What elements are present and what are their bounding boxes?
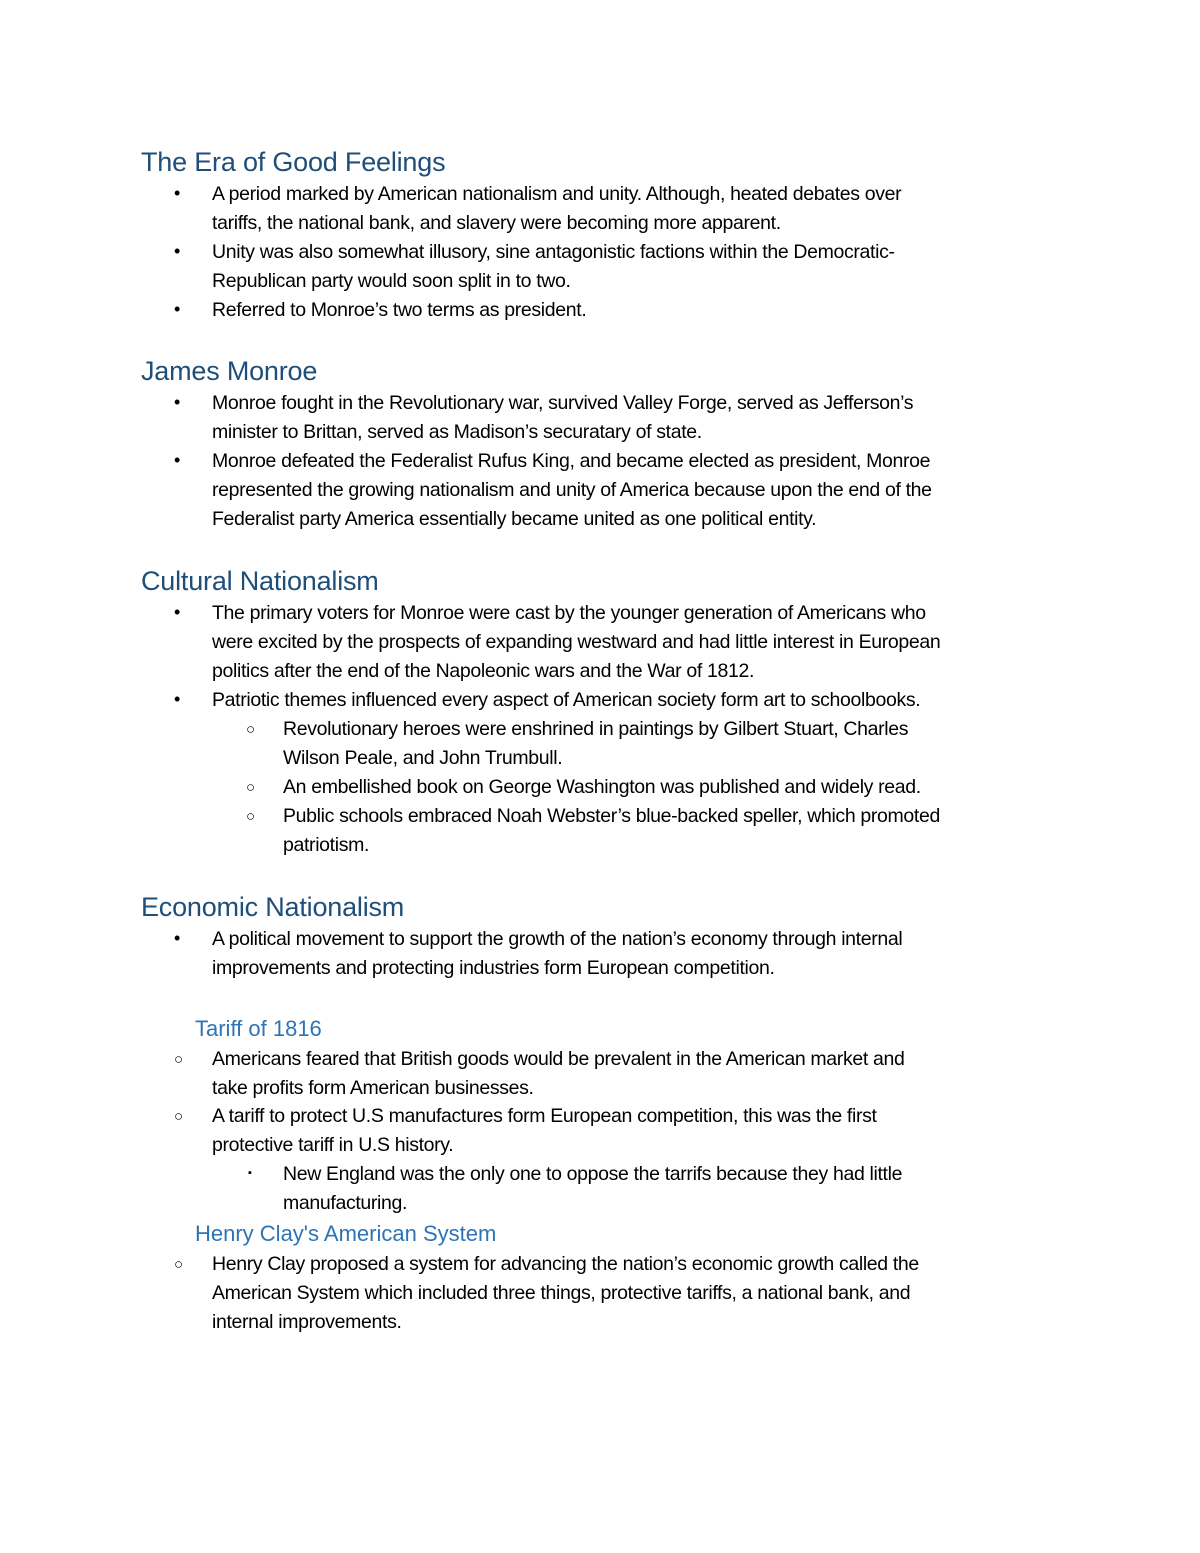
subheading-tariff-of-1816: Tariff of 1816 [195,1016,322,1041]
bullet-disc: • [174,183,181,203]
text-line: Monroe fought in the Revolutionary war, survived Valley Forge, served as Jefferson’s [212,392,914,414]
text-line: Patriotic themes influenced every aspect of American society form art to schoolbooks. [212,689,921,711]
text-line: Unity was also somewhat illusory, sine antagonistic factions within the Democratic- [212,241,895,263]
text-line: Revolutionary heroes were enshrined in paintings by Gilbert Stuart, Charles [283,718,909,740]
heading-era-of-good-feelings: The Era of Good Feelings [141,147,446,177]
text-line: The primary voters for Monroe were cast by the younger generation of Americans who [212,602,926,624]
bullet-square: ▪ [248,1167,252,1179]
text-line: Republican party would soon split in to two. [212,270,571,292]
bullet-circle: ○ [246,808,256,825]
bullet-disc: • [174,450,181,470]
heading-cultural-nationalism: Cultural Nationalism [141,566,379,596]
text-line: Public schools embraced Noah Webster’s blue-backed speller, which promoted [283,805,940,827]
bullet-disc: • [174,241,181,261]
text-line: patriotism. [283,834,370,856]
text-line: Henry Clay proposed a system for advancing the nation’s economic growth called the [212,1253,919,1275]
bullet-circle: ○ [174,1108,184,1125]
text-line: An embellished book on George Washington was published and widely read. [283,776,921,798]
text-line: were excited by the prospects of expanding westward and had little interest in European [212,631,941,653]
text-line: Referred to Monroe’s two terms as president. [212,299,587,321]
text-line: A period marked by American nationalism and unity. Although, heated debates over [212,183,902,205]
text-line: manufacturing. [283,1192,408,1214]
text-line: American System which included three things, protective tariffs, a national bank, and [212,1282,911,1304]
text-line: tariffs, the national bank, and slavery were becoming more apparent. [212,212,781,234]
text-line: improvements and protecting industries form European competition. [212,957,775,979]
text-line: A political movement to support the growth of the nation’s economy through internal [212,928,903,950]
bullet-disc: • [174,689,181,709]
text-line: Wilson Peale, and John Trumbull. [283,747,563,769]
bullet-disc: • [174,928,181,948]
bullet-disc: • [174,602,181,622]
bullet-circle: ○ [246,779,256,796]
bullet-circle: ○ [246,721,256,738]
text-line: Monroe defeated the Federalist Rufus King, and became elected as president, Monroe [212,450,931,472]
heading-economic-nationalism: Economic Nationalism [141,892,405,922]
bullet-circle: ○ [174,1051,184,1068]
text-line: minister to Brittan, served as Madison’s securatary of state. [212,421,702,443]
text-line: represented the growing nationalism and unity of America because upon the end of the [212,479,932,501]
text-line: Americans feared that British goods would be prevalent in the American market and [212,1048,905,1070]
subheading-henry-clays-american-system: Henry Clay's American System [195,1221,497,1246]
text-line: protective tariff in U.S history. [212,1134,454,1156]
text-line: internal improvements. [212,1311,402,1333]
bullet-disc: • [174,392,181,412]
text-line: politics after the end of the Napoleonic wars and the War of 1812. [212,660,755,682]
bullet-circle: ○ [174,1256,184,1273]
heading-james-monroe: James Monroe [141,356,318,386]
text-line: New England was the only one to oppose the tarrifs because they had little [283,1163,903,1185]
text-line: A tariff to protect U.S manufactures form European competition, this was the first [212,1105,877,1127]
bullet-disc: • [174,299,181,319]
text-line: Federalist party America essentially became united as one political entity. [212,508,817,530]
text-line: take profits form American businesses. [212,1077,534,1099]
